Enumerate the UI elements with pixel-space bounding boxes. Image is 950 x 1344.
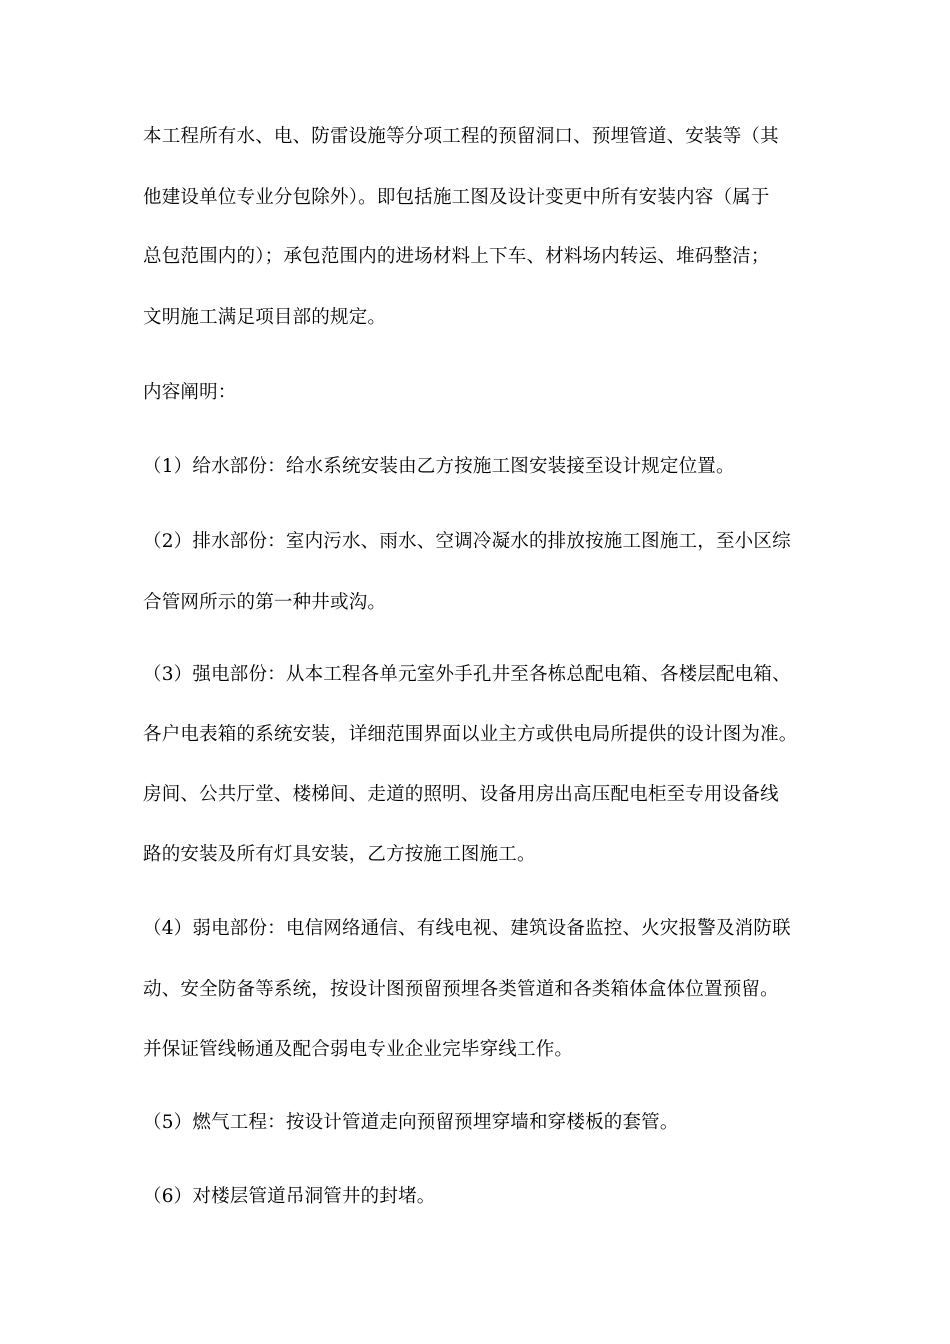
paragraph-line: 总包范围内的）；承包范围内的进场材料上下车、材料场内转运、堆码整洁； bbox=[143, 246, 770, 267]
paragraph-line: 他建设单位专业分包除外）。即包括施工图及设计变更中所有安装内容（属于 bbox=[143, 187, 770, 208]
paragraph-line: 合管网所示的第一种井或沟。 bbox=[143, 592, 387, 613]
paragraph-line: 路的安装及所有灯具安装，乙方按施工图施工。 bbox=[143, 844, 536, 865]
paragraph-line: 本工程所有水、电、防雷设施等分项工程的预留洞口、预埋管道、安装等（其 bbox=[143, 126, 779, 147]
list-item-5: （5）燃气工程：按设计管道走向预留预埋穿墙和穿楼板的套管。 bbox=[143, 1112, 679, 1133]
section-heading: 内容阐明： bbox=[143, 382, 237, 403]
list-item-4: （4）弱电部份：电信网络通信、有线电视、建筑设备监控、火灾报警及消防联 bbox=[143, 918, 791, 939]
list-item-1: （1）给水部份：给水系统安装由乙方按施工图安装接至设计规定位置。 bbox=[143, 456, 735, 477]
list-item-6: （6）对楼层管道吊洞管井的封堵。 bbox=[143, 1186, 436, 1207]
paragraph-line: 房间、公共厅堂、楼梯间、走道的照明、设备用房出高压配电柜至专用设备线 bbox=[143, 784, 779, 805]
paragraph-line: 动、安全防备等系统，按设计图预留预埋各类管道和各类箱体盒体位置预留。 bbox=[143, 979, 779, 1000]
list-item-2: （2）排水部份：室内污水、雨水、空调冷凝水的排放按施工图施工，至小区综 bbox=[143, 531, 791, 552]
paragraph-line: 并保证管线畅通及配合弱电专业企业完毕穿线工作。 bbox=[143, 1039, 574, 1060]
paragraph-line: 文明施工满足项目部的规定。 bbox=[143, 307, 387, 328]
paragraph-line: 各户电表箱的系统安装，详细范围界面以业主方或供电局所提供的设计图为准。 bbox=[143, 724, 798, 745]
list-item-3: （3）强电部份：从本工程各单元室外手孔井至各栋总配电箱、各楼层配电箱、 bbox=[143, 664, 791, 685]
